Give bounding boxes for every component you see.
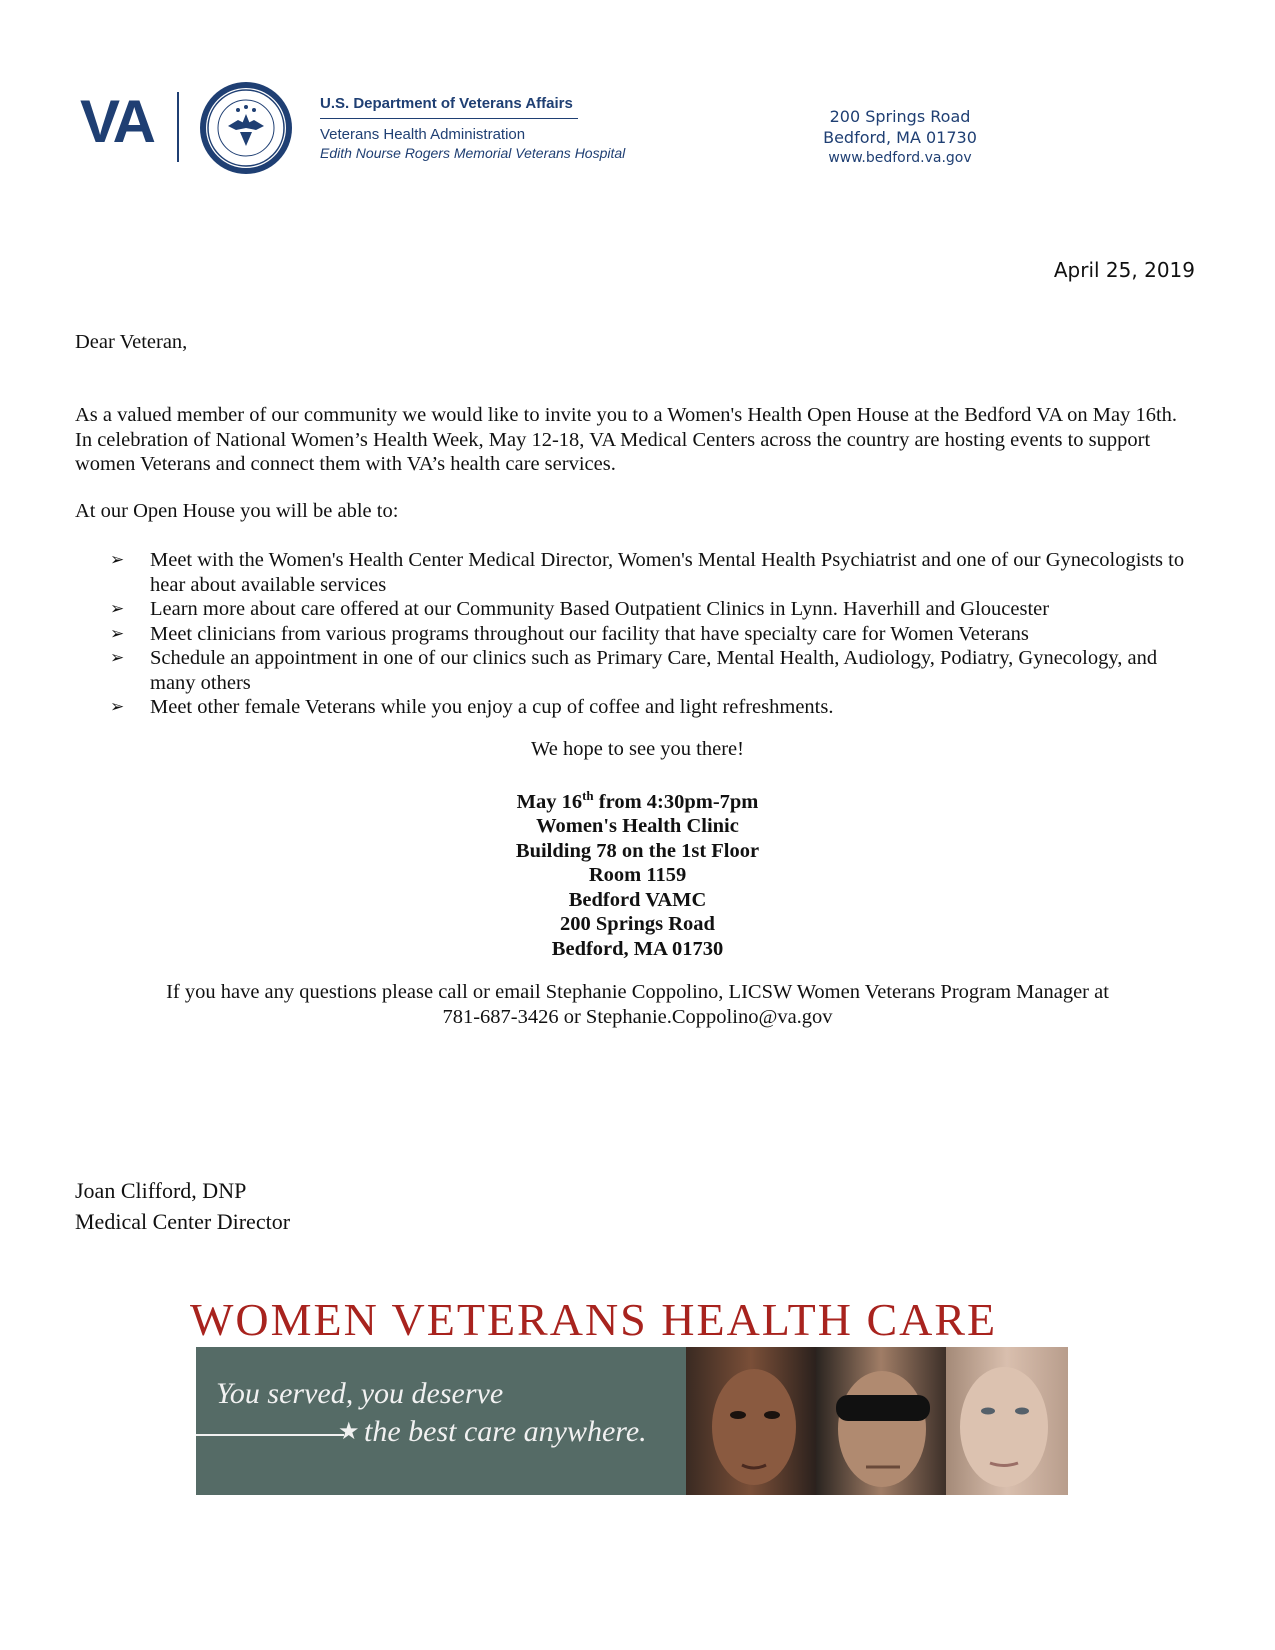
salutation: Dear Veteran, [75,331,188,353]
event-date-time [0,784,1275,814]
banner-slogan-line-1: You served, you deserve [216,1377,504,1410]
department-rule [320,118,578,119]
list-item [75,548,1185,597]
event-details [0,784,1275,961]
banner-slogan-line-2: the best care anywhere. [364,1415,647,1448]
event-room: Room 1159 [588,864,687,887]
signer-name: Joan Clifford, DNP [75,1178,247,1203]
event-clinic: Women's Health Clinic [536,815,739,838]
contact-info [100,980,1175,1029]
signature-block [75,1175,290,1237]
intro-paragraph: As a valued member of our community we would like to invite you to a Women's Health Open House at the Bedford VA on May 16th. In celebration of National Women’s Health Week, May 12-18, VA Medical Centers across the country are hosting events to support women Veterans and connect them with VA’s health care services. [75,404,1178,475]
list-item [75,622,1185,647]
event-time: from 4:30pm-7pm [593,790,759,813]
hospital-name: Edith Nourse Rogers Memorial Veterans Hospital [320,145,626,161]
event-street: 200 Springs Road [560,913,715,936]
arrow-bullet-icon: ➢ [110,550,125,570]
list-item-text: Meet with the Women's Health Center Medical Director, Women's Mental Health Psychiatrist and one of our Gynecologists to hear about available services [150,549,1185,596]
event-city: Bedford, MA 01730 [551,937,724,960]
event-facility: Bedford VAMC [568,888,707,911]
list-item [75,646,1185,695]
list-item-text: Meet clinicians from various programs throughout our facility that have specialty care for Women Veterans [150,622,1029,645]
signer-title: Medical Center Director [75,1209,291,1234]
open-house-intro: At our Open House you will be able to: [75,500,399,522]
list-item [75,695,1185,720]
department-name: U.S. Department of Veterans Affairs [320,95,573,112]
letter-date: April 25, 2019 [1053,258,1195,282]
banner-title: WOMEN VETERANS HEALTH CARE [190,1294,998,1345]
list-item [75,597,1185,622]
veterans-portraits-image [686,1347,1068,1495]
activities-list [75,548,1185,720]
va-seal-icon [198,80,294,176]
contact-line-2: 781-687-3426 or Stephanie.Coppolino@va.gov [442,1005,833,1028]
arrow-bullet-icon: ➢ [110,697,125,717]
arrow-bullet-icon: ➢ [110,648,125,668]
contact-line-1: If you have any questions please call or email Stephanie Coppolino, LICSW Women Veterans Program Manager at [166,981,1109,1003]
arrow-bullet-icon: ➢ [110,599,125,619]
logo-divider [177,92,179,162]
administration-name: Veterans Health Administration [320,126,526,143]
list-item-text: Meet other female Veterans while you enjoy a cup of coffee and light refreshments. [150,696,834,718]
event-building: Building 78 on the 1st Floor [515,839,760,862]
closing-line: We hope to see you there! [531,738,744,760]
list-item-text: Schedule an appointment in one of our clinics such as Primary Care, Mental Health, Audiology, Podiatry, Gynecology, and many others [150,647,1158,694]
event-date-suffix: th [582,788,594,803]
website-link[interactable]: www.bedford.va.gov [828,150,972,166]
return-address [760,106,1040,169]
banner-image [196,1347,1068,1495]
banner-rule [196,1434,344,1436]
va-logo: VA [80,88,153,155]
star-icon: ★ [338,1417,360,1445]
arrow-bullet-icon: ➢ [110,623,125,644]
list-item-text: Learn more about care offered at our Community Based Outpatient Clinics in Lynn. Haverhill and Gloucester [150,598,1050,620]
address-city: Bedford, MA 01730 [823,128,977,147]
event-date: May 16 [516,790,583,813]
address-street: 200 Springs Road [829,107,971,126]
